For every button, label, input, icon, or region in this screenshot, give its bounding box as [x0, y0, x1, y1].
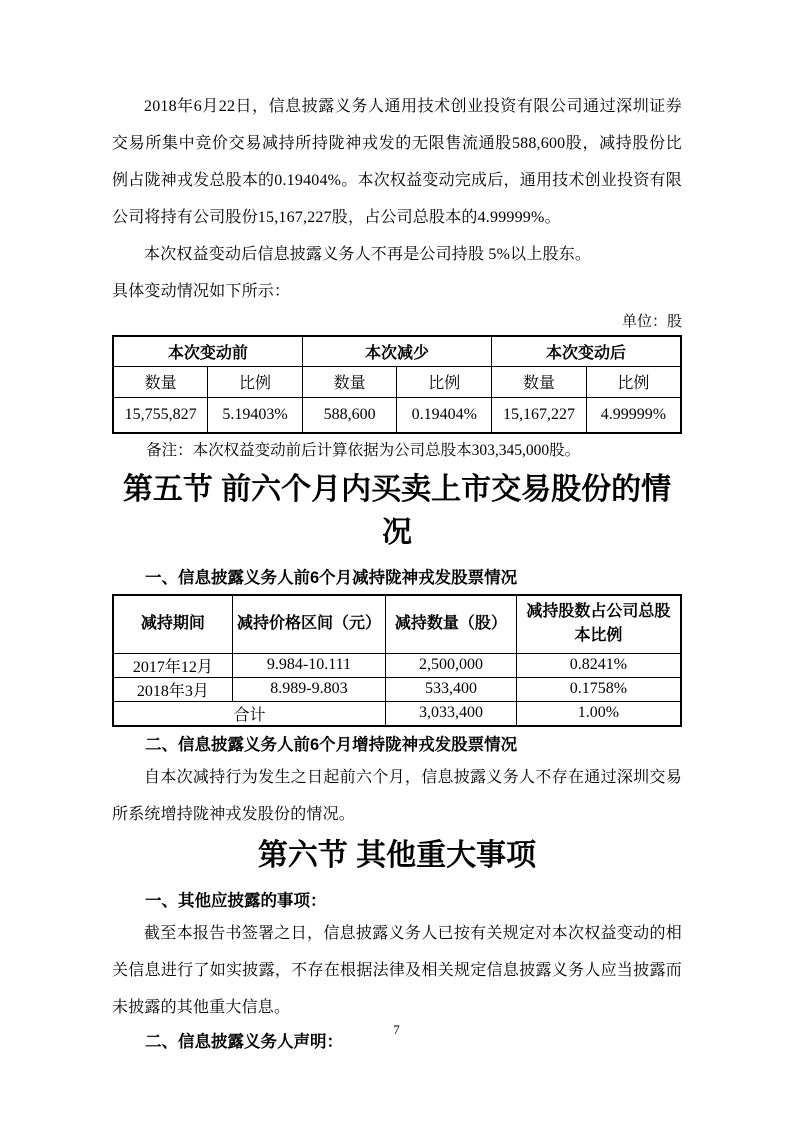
value-ratio-decrease: 0.19404% [397, 397, 492, 433]
paragraph-disclosure-statement: 截至本报告书签署之日，信息披露义务人已按有关规定对本次权益变动的相关信息进行了如实披露，不存在根据法律及相关规定信息披露义务人应当披露而未披露的其他重大信息。 [112, 924, 682, 1016]
value-quantity-decrease: 588,600 [302, 397, 397, 433]
total-quantity-cell: 3,033,400 [386, 701, 517, 726]
header-price-range: 减持价格区间（元） [232, 595, 385, 653]
cell-price-range: 8.989-9.803 [232, 677, 385, 701]
subheading-discloser-declaration: 二、信息披露义务人声明： [145, 1032, 343, 1051]
subheading-increase-situation: 二、信息披露义务人前6个月增持陇神戎发股票情况 [145, 735, 518, 754]
table-row-total [113, 701, 681, 726]
paragraph-no-longer-5pct-shareholder: 本次权益变动后信息披露义务人不再是公司持股 5%以上股东。 [144, 246, 592, 263]
table-row [113, 677, 681, 701]
cell-ratio: 0.1758% [516, 677, 681, 701]
cell-period: 2018年3月 [113, 677, 232, 701]
subheader-quantity: 数量 [113, 366, 208, 397]
cell-period: 2017年12月 [113, 653, 232, 677]
value-quantity-after: 15,167,227 [492, 397, 587, 433]
unit-label: 单位：股 [621, 314, 682, 330]
value-ratio-after: 4.99999% [586, 397, 681, 433]
paragraph-equity-change: 2018年6月22日，信息披露义务人通用技术创业投资有限公司通过深圳证券交易所集中竞价交易减持所持陇神戎发的无限售流通股588,600股，减持股份比例占陇神戎发总股本的0.19404%。本次权益变动完成后，通用技术创业投资有限公司将持有公司股份15,167,227股，占公司总股本的4.99999%。 [112, 98, 682, 226]
cell-quantity: 533,400 [386, 677, 517, 701]
cell-price-range: 9.984-10.111 [232, 653, 385, 677]
table-row-header [113, 595, 681, 653]
table-note: 备注：本次权益变动前后计算依据为公司总股本303,345,000股。 [146, 442, 581, 459]
group-header-before: 本次变动前 [113, 336, 302, 366]
header-period: 减持期间 [113, 595, 232, 653]
subheader-ratio: 比例 [586, 366, 681, 397]
equity-change-table [112, 335, 682, 434]
table-row-sub-header [113, 366, 681, 397]
subheading-other-matters: 一、其他应披露的事项： [145, 891, 327, 910]
value-ratio-before: 5.19403% [208, 397, 303, 433]
total-ratio-cell: 1.00% [516, 701, 681, 726]
paragraph-details-intro: 具体变动情况如下所示： [112, 283, 291, 300]
value-quantity-before: 15,755,827 [113, 397, 208, 433]
page-number: 7 [393, 1022, 400, 1037]
section5-heading: 第五节 前六个月内买卖上市交易股份的情况 [122, 473, 672, 549]
total-label-cell: 合计 [113, 701, 386, 726]
section6-heading: 第六节 其他重大事项 [257, 838, 537, 872]
group-header-after: 本次变动后 [492, 336, 681, 366]
header-quantity: 减持数量（股） [386, 595, 517, 653]
subheader-ratio: 比例 [397, 366, 492, 397]
reduction-detail-table [112, 594, 682, 727]
group-header-decrease: 本次减少 [302, 336, 491, 366]
paragraph-no-increase: 自本次减持行为发生之日起前六个月，信息披露义务人不存在通过深圳交易所系统增持陇神戎发股份的情况。 [112, 768, 682, 823]
table-row [113, 653, 681, 677]
table-row-group-header [113, 336, 681, 366]
cell-ratio: 0.8241% [516, 653, 681, 677]
subheader-quantity: 数量 [492, 366, 587, 397]
subheader-quantity: 数量 [302, 366, 397, 397]
page-content [112, 0, 682, 1056]
subheader-ratio: 比例 [208, 366, 303, 397]
header-ratio: 减持股数占公司总股本比例 [516, 595, 681, 653]
table-row-values [113, 397, 681, 433]
subheading-reduction-situation: 一、信息披露义务人前6个月减持陇神戎发股票情况 [145, 569, 518, 587]
cell-quantity: 2,500,000 [386, 653, 517, 677]
